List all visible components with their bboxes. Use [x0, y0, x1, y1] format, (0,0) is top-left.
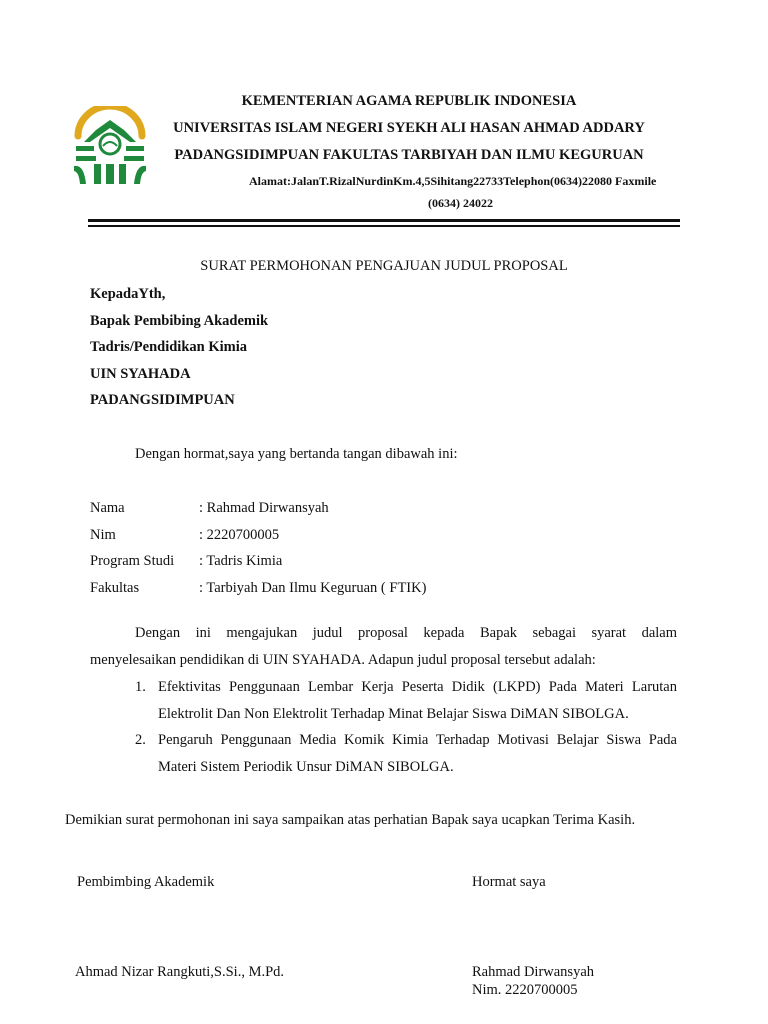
list-item: [135, 727, 677, 781]
field-value-nama: : Rahmad Dirwansyah: [199, 500, 329, 516]
header-divider-thin: [88, 225, 680, 227]
field-value-prodi: : Tadris Kimia: [199, 553, 283, 569]
field-label-fakultas: Fakultas: [90, 580, 140, 596]
recipient-line: KepadaYth,: [90, 286, 166, 302]
list-number: 2.: [135, 732, 146, 748]
body-paragraph: [90, 620, 677, 674]
field-value-fakultas: : Tarbiyah Dan Ilmu Keguruan ( FTIK): [199, 580, 427, 596]
recipient-line: Bapak Pembibing Akademik: [90, 313, 269, 329]
letterhead-ministry: KEMENTERIAN AGAMA REPUBLIK INDONESIA: [241, 93, 577, 109]
letterhead-university: UNIVERSITAS ISLAM NEGERI SYEKH ALI HASAN AHMAD ADDARY: [173, 120, 645, 136]
closing-sentence: Demikian surat permohonan ini saya sampaikan atas perhatian Bapak saya ucapkan Terima Kasih.: [65, 812, 636, 828]
field-label-prodi: Program Studi: [90, 553, 175, 569]
list-item: [135, 674, 677, 728]
signature-right-name: Rahmad Dirwansyah: [472, 964, 595, 980]
university-logo: [70, 106, 150, 186]
signature-left-role: Pembimbing Akademik: [77, 874, 215, 890]
recipient-line: Tadris/Pendidikan Kimia: [90, 339, 248, 355]
letter-title: SURAT PERMOHONAN PENGAJUAN JUDUL PROPOSAL: [200, 258, 568, 274]
header-divider-thick: [88, 219, 680, 222]
field-value-nim: : 2220700005: [199, 527, 280, 543]
field-label-nim: Nim: [90, 527, 116, 543]
recipient-line: UIN SYAHADA: [90, 366, 191, 382]
recipient-line: PADANGSIDIMPUAN: [90, 392, 235, 408]
body-line-1: Dengan ini mengajukan judul proposal kepada Bapak sebagai syarat dalam: [135, 625, 677, 641]
letterhead-faculty: PADANGSIDIMPUAN FAKULTAS TARBIYAH DAN ILMU KEGURUAN: [174, 147, 644, 163]
list-text-line: Efektivitas Penggunaan Lembar Kerja Peserta Didik (LKPD) Pada Materi Larutan: [158, 679, 677, 695]
body-line-2: menyelesaikan pendidikan di UIN SYAHADA. Adapun judul proposal tersebut adalah:: [90, 652, 596, 668]
list-text-line: Pengaruh Penggunaan Media Komik Kimia Terhadap Motivasi Belajar Siswa Pada: [158, 732, 677, 748]
list-text-line: Materi Sistem Periodik Unsur DiMAN SIBOLGA.: [158, 759, 454, 775]
list-text-line: Elektrolit Dan Non Elektrolit Terhadap Minat Belajar Siswa DiMAN SIBOLGA.: [158, 706, 629, 722]
list-number: 1.: [135, 679, 146, 695]
signature-right-role: Hormat saya: [472, 874, 546, 890]
field-label-nama: Nama: [90, 500, 125, 516]
letterhead-fax: (0634) 24022: [428, 196, 493, 210]
signature-left-name: Ahmad Nizar Rangkuti,S.Si., M.Pd.: [75, 964, 285, 980]
greeting: Dengan hormat,saya yang bertanda tangan dibawah ini:: [135, 446, 458, 462]
signature-right-nim: Nim. 2220700005: [472, 982, 578, 998]
letterhead-address: Alamat:JalanT.RizalNurdinKm.4,5Sihitang22733Telephon(0634)22080 Faxmile: [249, 174, 657, 188]
